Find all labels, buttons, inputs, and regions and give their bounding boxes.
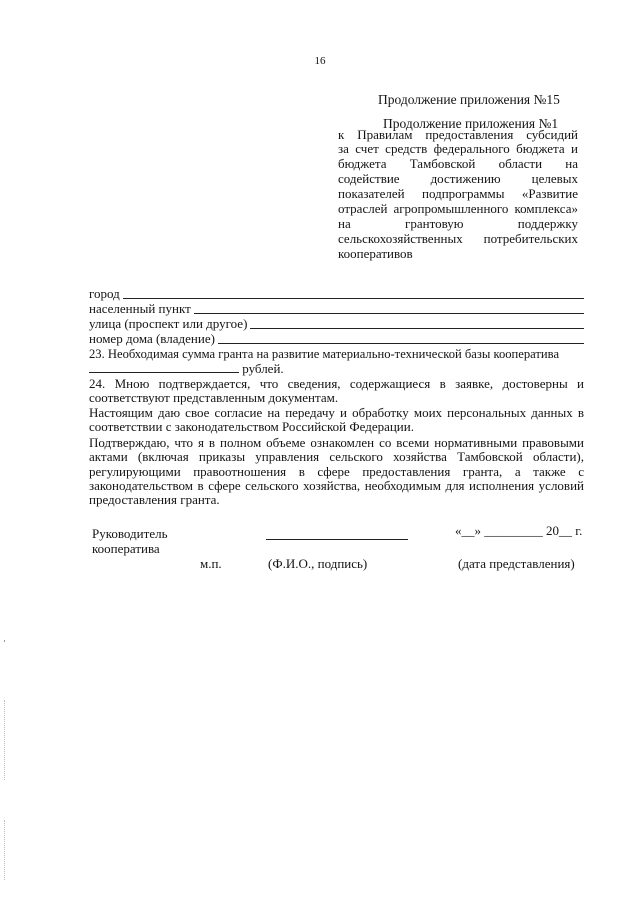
rules-line: бюджета Тамбовской области на <box>338 156 578 171</box>
house-field <box>89 332 584 346</box>
item-23-text: 23. Необходимая сумма гранта на развитие материально-технической базы кооператива <box>89 347 560 361</box>
settlement-field <box>89 302 584 316</box>
currency-label: рублей. <box>242 361 284 377</box>
signature-line[interactable] <box>266 538 408 540</box>
confirm-text: Подтверждаю, что я в полном объеме ознакомлен со всеми нормативными правовыми актами (включая приказы управления сельского хозяйства Тамбовской области), регулирующими правоотношения в сфере предоставления гранта, а также с законодательством в сфере сельского хозяйства, необходимым для исполнения условий предоставления гранта. <box>89 435 584 508</box>
item-24 <box>89 377 584 406</box>
appendix-1-continuation: Продолжение приложения №1 <box>383 116 559 131</box>
scan-artifact <box>4 820 6 880</box>
rules-line: к Правилам предоставления субсидий <box>338 127 578 142</box>
stamp-label: м.п. <box>200 556 222 571</box>
city-label: город <box>89 286 120 301</box>
consent-text: Настоящим даю свое согласие на передачу и обработку моих персональных данных в соответствии с законодательством Российской Федерации. <box>89 405 584 435</box>
page-number: 16 <box>314 55 326 67</box>
rules-line: показателей подпрограммы «Развитие <box>338 186 578 201</box>
settlement-label: населенный пункт <box>89 301 191 316</box>
house-blank[interactable] <box>218 332 584 344</box>
item-24-text: 24. Мною подтверждается, что сведения, содержащиеся в заявке, достоверны и соответствуют представленным документам. <box>89 376 584 406</box>
date-caption: (дата представления) <box>458 556 575 571</box>
fio-caption: (Ф.И.О., подпись) <box>268 556 368 571</box>
confirm-paragraph <box>89 436 584 507</box>
rules-line: сельскохозяйственных потребительских <box>338 231 578 246</box>
item-23 <box>89 347 584 377</box>
house-label: номер дома (владение) <box>89 331 215 346</box>
settlement-blank[interactable] <box>194 302 584 314</box>
head-label: Руководитель <box>92 526 168 541</box>
appendix-15-continuation: Продолжение приложения №15 <box>378 92 560 107</box>
grant-amount-blank[interactable] <box>89 361 239 373</box>
city-field <box>89 287 584 301</box>
street-label: улица (проспект или другое) <box>89 316 248 331</box>
rules-line: за счет средств федерального бюджета и <box>338 141 578 156</box>
cooperative-label: кооператива <box>92 541 160 556</box>
street-field <box>89 317 584 331</box>
city-blank[interactable] <box>123 287 584 299</box>
scan-artifact <box>4 700 6 780</box>
rules-line: кооперативов <box>338 246 413 261</box>
street-blank[interactable] <box>250 317 584 329</box>
rules-line: на грантовую поддержку <box>338 216 578 231</box>
date-template: «__» _________ 20__ г. <box>455 523 583 538</box>
rules-line: отраслей агропромышленного комплекса» <box>338 201 578 216</box>
consent-paragraph <box>89 406 584 435</box>
scan-artifact <box>4 640 5 642</box>
rules-line: содействие достижению целевых <box>338 171 578 186</box>
